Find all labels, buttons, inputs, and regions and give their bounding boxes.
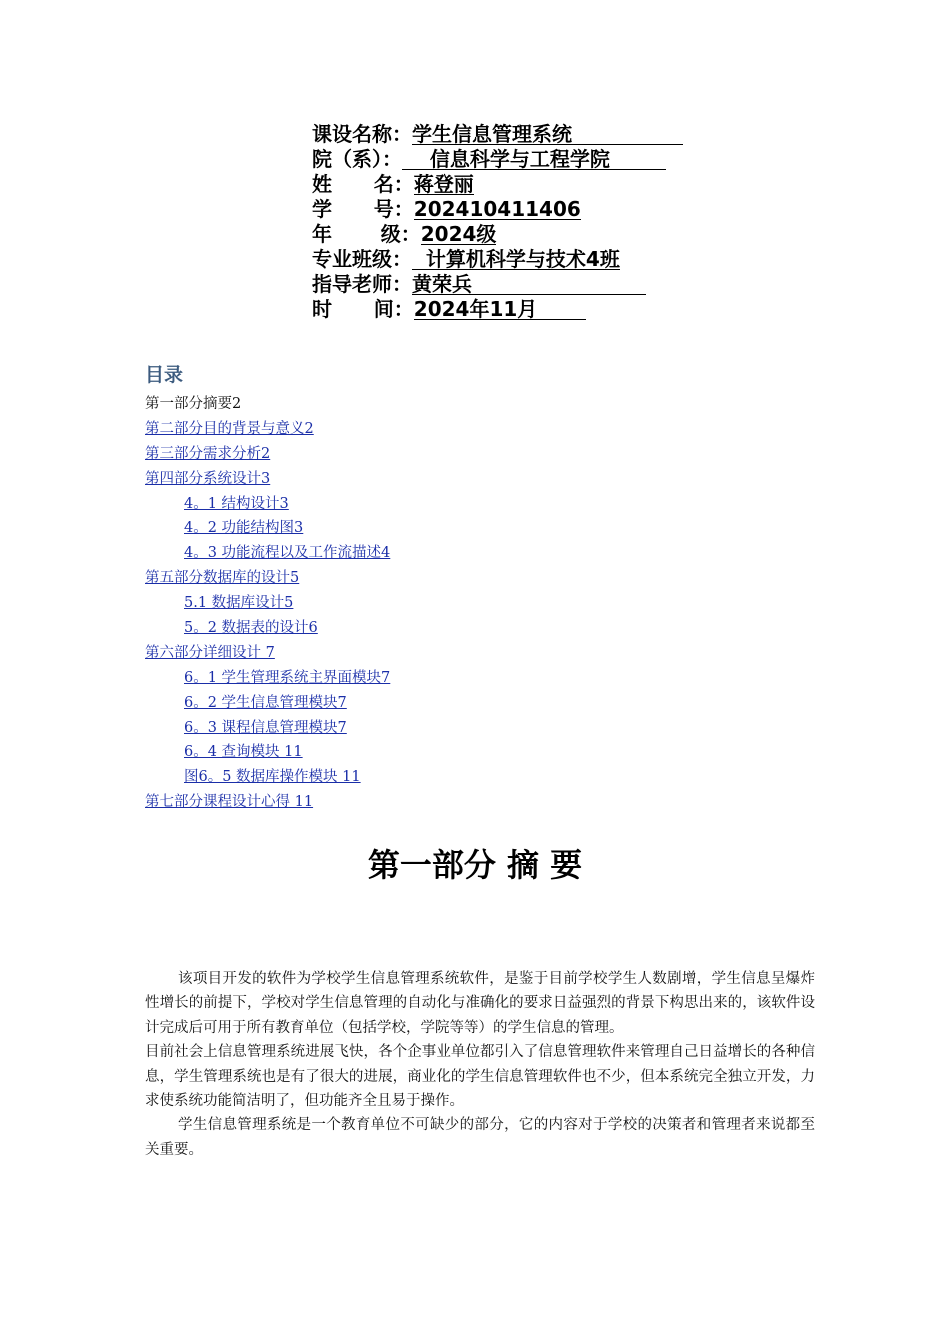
toc-link[interactable]: 6。2 学生信息管理模块7 — [184, 694, 347, 711]
section-heading: 第一部分 摘 要 — [367, 846, 583, 884]
toc-link[interactable]: 4。1 结构设计3 — [184, 495, 289, 512]
toc-link[interactable]: 5.1 数据库设计5 — [184, 595, 294, 612]
cover-value: 202410411406 — [413, 197, 581, 221]
toc-link[interactable]: 第三部分需求分析2 — [145, 445, 271, 462]
cover-label: 院（系）： — [312, 147, 402, 171]
toc-link[interactable]: 5。2 数据表的设计6 — [184, 620, 318, 637]
toc-link[interactable]: 4。2 功能结构图3 — [184, 520, 304, 537]
table-of-contents — [145, 360, 390, 815]
toc-link[interactable]: 第四部分系统设计3 — [145, 470, 271, 487]
toc-link[interactable]: 6。4 查询模块 11 — [184, 744, 303, 761]
toc-link[interactable]: 4。3 功能流程以及工作流描述4 — [184, 545, 391, 562]
cover-info — [312, 122, 732, 322]
cover-row-advisor — [312, 272, 732, 297]
toc-title: 目录 — [145, 364, 184, 386]
toc-link[interactable]: 第六部分详细设计 7 — [145, 644, 275, 661]
cover-row-class — [312, 247, 732, 272]
cover-value: 2024级 — [420, 222, 497, 246]
cover-row-date — [312, 297, 732, 322]
cover-label: 年 级： — [312, 222, 421, 246]
toc-link[interactable]: 图6。5 数据库操作模块 11 — [184, 769, 361, 786]
cover-label: 课设名称： — [312, 122, 412, 146]
paragraph: 目前社会上信息管理系统进展飞快，各个企事业单位都引入了信息管理软件来管理自己日益增长的各种信息，学生管理系统也是有了很大的进展，商业化的学生信息管理软件也不少，但本系统完全独立开发，力求使系统功能简洁明了，但功能齐全且易于操作。 — [145, 1044, 815, 1110]
abstract-body — [145, 967, 815, 1162]
cover-label: 学 号： — [312, 197, 414, 221]
toc-link[interactable]: 第二部分目的背景与意义2 — [145, 420, 314, 437]
toc-link[interactable]: 第七部分课程设计心得 11 — [145, 794, 314, 811]
cover-row-student-id — [312, 197, 732, 222]
cover-value: 学生信息管理系统 — [412, 122, 684, 146]
toc-link[interactable]: 6。3 课程信息管理模块7 — [184, 719, 347, 736]
paragraph: 该项目开发的软件为学校学生信息管理系统软件，是鉴于目前学校学生人数剧增，学生信息呈爆炸性增长的前提下，学校对学生信息管理的自动化与准确化的要求日益强烈的背景下构思出来的，该软件设计完成后可用于所有教育单位（包括学校，学院等等）的学生信息的管理。 — [145, 971, 815, 1036]
cover-value: 2024年11月 — [413, 297, 587, 321]
cover-row-grade — [312, 222, 732, 247]
toc-entry: 第一部分摘要2 — [145, 396, 242, 412]
cover-label: 时 间： — [312, 297, 414, 321]
cover-label: 专业班级： — [312, 247, 412, 271]
cover-label: 指导老师： — [312, 272, 412, 296]
cover-row-name — [312, 172, 732, 197]
cover-value: 蒋登丽 — [413, 172, 474, 196]
cover-value: 信息科学与工程学院 — [402, 147, 666, 171]
cover-row-department — [312, 147, 732, 172]
cover-label: 姓 名： — [312, 172, 414, 196]
cover-value: 计算机科学与技术4班 — [412, 247, 620, 271]
cover-row-course — [312, 122, 732, 147]
paragraph: 学生信息管理系统是一个教育单位不可缺少的部分，它的内容对于学校的决策者和管理者来说都至关重要。 — [145, 1117, 815, 1158]
cover-value: 黄荣兵 — [412, 272, 647, 296]
toc-link[interactable]: 第五部分数据库的设计5 — [145, 570, 300, 587]
toc-link[interactable]: 6。1 学生管理系统主界面模块7 — [184, 669, 391, 686]
